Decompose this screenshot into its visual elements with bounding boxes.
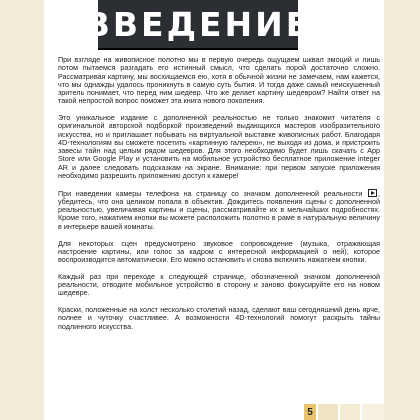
paragraph-3-start: При наведении камеры телефона на страницу со значком дополненной реальности xyxy=(58,188,363,198)
paragraph-2: Это уникальное издание с дополненной реальностью не только знакомит читателя с оригинальной авторской подборкой произведений выдающихся мастеров изобразительного искусства, но и приглашает побывать на виртуальной выставке живописных работ. Благодаря 4D-технологиям вы сможете посетить «картинную галерею», не выходя из дома, и пристроить завесы тайн над целым рядом шедевров. Для этого необходимо будет лишь скачать с App Store или Google Play и установить на мобильное устройство бесплатное приложение integer AR и далее следовать подсказкам на экране. Внимание: при первом запуске приложения необходимо разрешить приложению доступ к камере! xyxy=(58,113,380,180)
paragraph-5: Каждый раз при переходе к следующей странице, обозначенной значком дополненной реальности, отводите мобильное устройство в сторону и заново фокусируйте его на новом шедевре. xyxy=(58,271,380,298)
paragraph-1: При взгляде на живописное полотно мы в первую очередь ощущаем шквал эмоций и лишь потом пытаемся разгадать его истинный смысл, что сделать порой достаточно сложно. Рассматривая картину, мы восхищаемся ею, хотя в обычной жизни не замечаем, нам кажется, что мы однажды удалось проникнуть в самую суть бытия. И тогда даже самый неискушенный зритель понимает, что перед ним шедевр. Что же делает картину шедевром? Найти ответ на такой непростой вопрос поможет эта книга нового поколения. xyxy=(58,55,380,106)
body-text xyxy=(58,56,380,340)
paragraph-3-end: , убедитесь, что она целиком попала в объектив. Дождитесь появления сцены с дополненной реальностью, увеличивая картины и сцены, рассматривайте их в мельчайших подробностях. Кроме того, нажатием кнопки вы можете расположить полотно в раме в натуральную величину в интерьере вашей комнаты. xyxy=(58,188,380,231)
paragraph-4: Для некоторых сцен предусмотрено звуковое сопровождение (музыка, отражающая настроение картины, или голос за кадром с интересной информацией о ней), которое воспроизводится автоматически. Его можно остановить и снова включить нажатием кнопки. xyxy=(58,238,380,265)
footer-strip xyxy=(318,404,338,420)
paragraph-3 xyxy=(58,189,380,231)
page-title: ВВЕДЕНИЕ xyxy=(84,4,312,44)
play-icon xyxy=(368,189,377,197)
title-banner xyxy=(84,0,312,50)
footer-strip xyxy=(362,404,384,420)
footer-strip xyxy=(340,404,360,420)
page-number: 5 xyxy=(304,404,316,420)
paragraph-6: Краски, положенные на холст несколько столетий назад, сделают ваш сегодняшний день ярче, полнее и чуточку счастливее. А возможности 4D-технологий помогут раскрыть тайны подлинного искусства. xyxy=(58,305,380,331)
